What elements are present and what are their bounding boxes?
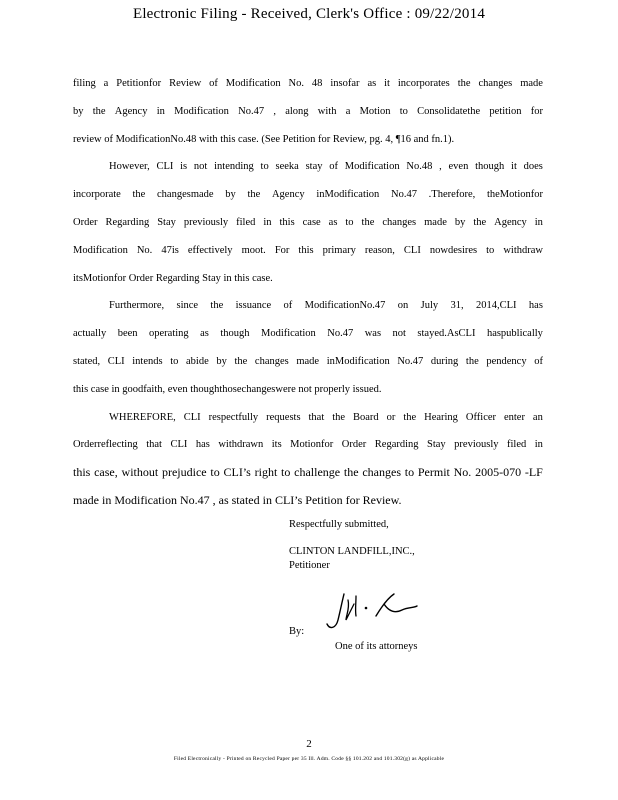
company-role: Petitioner (289, 560, 330, 571)
body-line: made in Modification No.47 , as stated in CLI’s Petition for Review. (73, 492, 402, 507)
body-line: review of ModificationNo.48 with this case. (See Petition for Review, pg. 4, ¶16 and fn.1). (73, 133, 455, 145)
document-body (73, 70, 543, 515)
handwritten-signature (322, 590, 422, 632)
body-line: this case, without prejudice to CLI’s right to challenge the changes to Permit No. 2005-070 -LF (73, 465, 543, 480)
body-line: actually been operating as though Modification No.47 was not stayed.AsCLI haspublically (73, 328, 543, 340)
closing-text: Respectfully submitted, (289, 519, 389, 530)
body-line: Orderreflecting that CLI has withdrawn its Motionfor Order Regarding Stay previously filed in (73, 439, 543, 451)
body-line: this case in goodfaith, even thoughthosechangeswere not properly issued. (73, 383, 382, 395)
body-line: WHEREFORE, CLI respectfully requests that the Board or the Hearing Officer enter an (109, 411, 543, 423)
by-label: By: (289, 626, 305, 637)
body-line: incorporate the changesmade by the Agency inModification No.47 .Therefore, theMotionfor (73, 189, 543, 201)
body-line: Order Regarding Stay previously filed in this case as to the changes made by the Agency in (73, 216, 543, 228)
body-line: However, CLI is not intending to seeka stay of Modification No.48 , even though it does (109, 161, 543, 173)
body-line: by the Agency in Modification No.47 , along with a Motion to Consolidatethe petition for (73, 105, 543, 117)
body-line: Modification No. 47is effectively moot. For this primary reason, CLI nowdesires to withdraw (73, 244, 543, 256)
page-number: 2 (306, 738, 312, 750)
attorney-note: One of its attorneys (335, 641, 418, 652)
body-line: stated, CLI intends to abide by the changes made inModification No.47 during the pendency of (73, 355, 543, 367)
body-line: Furthermore, since the issuance of ModificationNo.47 on July 31, 2014,CLI has (109, 300, 543, 312)
body-line: filing a Petitionfor Review of Modification No. 48 insofar as it incorporates the changes made (73, 78, 543, 89)
filing-header: Electronic Filing - Received, Clerk's Office : 09/22/2014 (132, 6, 486, 22)
footer-notice: Filed Electronically - Printed on Recycled Paper per 35 Ill. Adm. Code §§ 101.202 and 101.302(g) as Applicable (173, 756, 445, 762)
body-line: itsMotionfor Order Regarding Stay in this case. (73, 272, 273, 284)
company-name: CLINTON LANDFILL,INC., (289, 546, 415, 557)
